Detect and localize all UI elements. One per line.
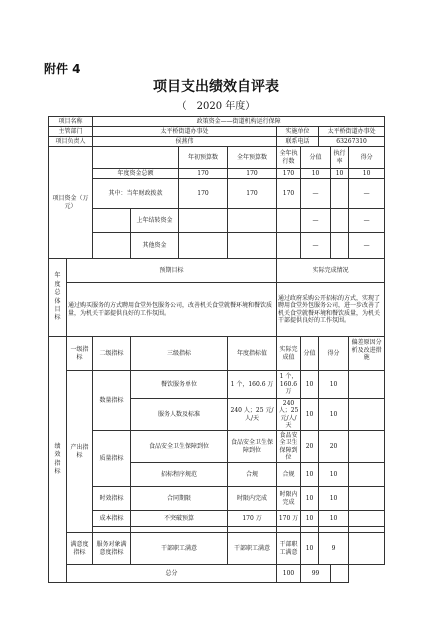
total-score: 100 [277,565,301,583]
perf-reason [349,511,385,527]
funds-row-label: 其中：当年财政拨款 [93,179,179,209]
perf-points: 20 [319,431,349,463]
perf-actual: 干部职工满意 [277,533,301,565]
perf-reason [349,399,385,431]
perf-row [49,371,385,399]
perf-actual: 240 人；25 元/人/天 [277,399,301,431]
funds-rate: 10 [331,169,349,179]
total-points: 99 [301,565,331,583]
funds-indent [93,233,131,259]
perf-l3: 不突破预算 [131,511,228,527]
goals-section-label: 年度总体目标 [49,259,67,337]
total-reason [331,565,349,583]
funds-full: 170 [228,169,277,179]
funds-indent [93,209,131,233]
funds-full [228,233,277,259]
attachment-label: 附件 4 [44,62,81,76]
h-points: 得分 [319,337,349,371]
perf-target: 1 个，160.6 万 [228,371,277,399]
perf-l3: 干部职工满意 [131,533,228,565]
perf-score: 10 [301,511,319,527]
perf-score: 10 [301,533,319,565]
perf-reason [349,431,385,463]
perf-actual: 170 万 [277,511,301,527]
phone-value: 63267310 [319,137,385,147]
goals-actual-header: 实际完成情况 [277,259,385,283]
perf-row [49,511,385,527]
col-score: 分值 [301,147,331,169]
funds-full: 170 [228,179,277,209]
evaluation-table [48,116,385,583]
funds-rate [331,179,349,209]
perf-points: 10 [319,463,349,487]
goals-actual: 通过政府采购公开招标的方式，实现了聘用食堂外包服务公司，进一步改善了机关食堂就餐环境和餐饮质量，为机关干部提供良好的工作氛围。 [277,283,385,337]
qual-label: 质量指标 [93,431,131,487]
funds-executed: 170 [277,179,301,209]
perf-reason [349,533,385,565]
perf-reason [349,371,385,399]
funds-section-label: 项目资金（万元） [49,147,93,259]
funds-score: — [301,233,331,259]
phone-label: 联系电话 [277,137,319,147]
owner-value: 侯燕伟 [93,137,277,147]
perf-l3: 招标程序规范 [131,463,228,487]
funds-row-label: 其他资金 [131,233,179,259]
perf-points: 10 [319,399,349,431]
h-level3: 三级指标 [131,337,228,371]
row-funds-fiscal [49,179,385,209]
row-departments [49,127,385,137]
funds-points: 10 [349,169,385,179]
row-funds-header [49,147,385,169]
perf-l3: 合同期限 [131,487,228,511]
project-name-label: 项目名称 [49,117,93,127]
funds-points: — [349,233,385,259]
total-label: 总分 [67,565,277,583]
perf-points: 10 [319,511,349,527]
impl-label: 实施单位 [277,127,319,137]
funds-executed [277,233,301,259]
perf-actual: 食品安全卫生保障到位 [277,431,301,463]
perf-score: 10 [301,371,319,399]
perf-actual: 1 个，160.6 万 [277,371,301,399]
perf-reason [349,463,385,487]
funds-score: 10 [301,169,331,179]
row-funds-other [49,233,385,259]
funds-rate [331,233,349,259]
perf-actual: 时限内完成 [277,487,301,511]
row-goals-header [49,259,385,283]
col-rate: 执行率 [331,147,349,169]
perf-score: 10 [301,463,319,487]
funds-rate [331,209,349,233]
goals-expected-header: 预期目标 [67,259,277,283]
funds-points: — [349,209,385,233]
perf-reason [349,487,385,511]
col-points: 得分 [349,147,385,169]
perf-points: 10 [319,487,349,511]
col-budget-initial: 年初预算数 [179,147,228,169]
row-funds-carryover [49,209,385,233]
perf-row [49,487,385,511]
row-owner [49,137,385,147]
project-name-value: 政策资金——街道机构运行保障 [93,117,385,127]
h-reason: 偏差原因分析及改进措施 [349,337,385,371]
satisfaction-label: 满意度指标 [67,533,93,565]
cost-label: 成本指标 [93,511,131,527]
h-score: 分值 [301,337,319,371]
h-actual: 实际完成值 [277,337,301,371]
row-total [49,565,385,583]
h-level1: 一级指标 [67,337,93,371]
col-executed: 全年执行数 [277,147,301,169]
perf-l3: 餐饮服务单位 [131,371,228,399]
h-level2: 二级指标 [93,337,131,371]
funds-points: — [349,179,385,209]
funds-row-label: 上年结转资金 [131,209,179,233]
row-funds-total [49,169,385,179]
perf-points: 9 [319,533,349,565]
impl-value: 太平桥街道办事处 [319,127,385,137]
perf-points: 10 [319,371,349,399]
funds-initial: 170 [179,169,228,179]
perf-l3: 食品安全卫生保障到位 [131,431,228,463]
funds-score: — [301,209,331,233]
perf-section-label: 绩效指标 [49,337,67,583]
dept-value: 太平桥街道办事处 [93,127,277,137]
col-budget-full: 全年预算数 [228,147,277,169]
perf-target: 170 万 [228,511,277,527]
perf-actual: 合规 [277,463,301,487]
funds-row-label: 年度资金总额 [93,169,179,179]
perf-target: 合规 [228,463,277,487]
page-title: 项目支出绩效自评表 [153,79,279,95]
row-project-name [49,117,385,127]
time-label: 时效指标 [93,487,131,511]
funds-full [228,209,277,233]
perf-l3: 服务人数及标准 [131,399,228,431]
output-label: 产出指标 [67,371,93,533]
row-perf-header [49,337,385,371]
funds-initial [179,209,228,233]
perf-row [49,533,385,565]
perf-target: 食品安全卫生保障到位 [228,431,277,463]
perf-score: 20 [301,431,319,463]
goals-expected: 通过购买服务的方式聘用食堂外包服务公司，改善机关食堂就餐环境和餐饮质量，为机关干部提供良好的工作氛围。 [67,283,277,337]
dept-label: 主管部门 [49,127,93,137]
funds-score: — [301,179,331,209]
funds-header-blank [93,147,179,169]
owner-label: 项目负责人 [49,137,93,147]
funds-initial: 170 [179,179,228,209]
year-label: （ 2020 年度） [176,101,256,112]
perf-target: 240 人；25 元/人/天 [228,399,277,431]
perf-score: 10 [301,399,319,431]
row-goals-content [49,283,385,337]
perf-target: 时限内完成 [228,487,277,511]
h-target: 年度指标值 [228,337,277,371]
funds-initial [179,233,228,259]
perf-score: 10 [301,487,319,511]
funds-executed [277,209,301,233]
funds-executed: 170 [277,169,301,179]
perf-target: 干部职工满意 [228,533,277,565]
perf-row [49,431,385,463]
svc-label: 服务对象满意度指标 [93,533,131,565]
qty-label: 数量指标 [93,371,131,431]
